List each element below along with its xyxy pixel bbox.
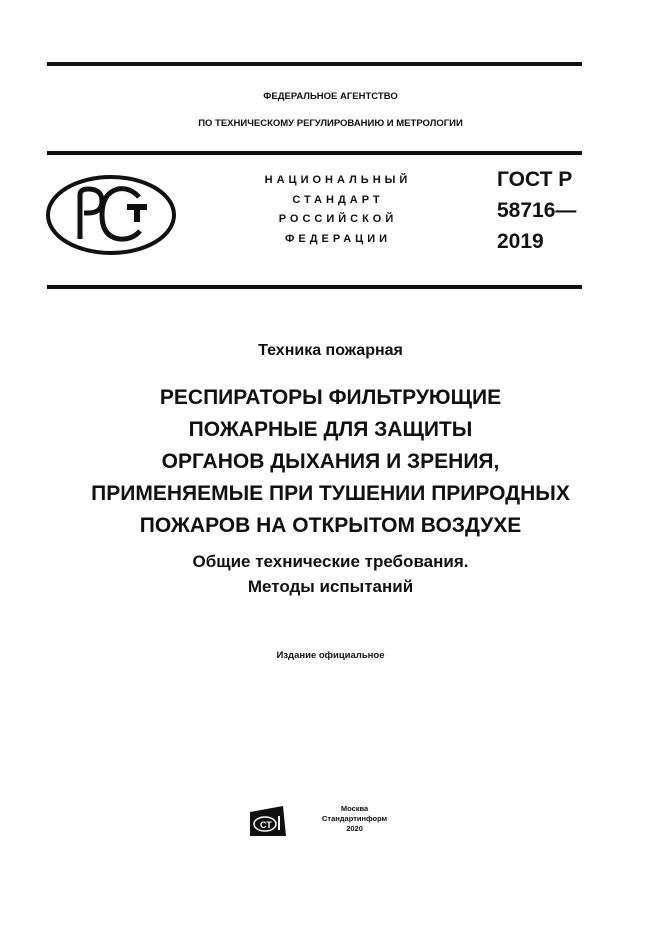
- standartinform-logo-icon: [249, 804, 287, 838]
- edition-label: Издание официальное: [276, 650, 385, 661]
- type-line: НАЦИОНАЛЬНЫЙ: [264, 174, 412, 186]
- publisher-city: Москва: [340, 804, 369, 813]
- code-line: 58716—: [497, 199, 577, 222]
- publisher-year: 2020: [346, 824, 363, 833]
- title-line: ОРГАНОВ ДЫХАНИЯ И ЗРЕНИЯ,: [161, 450, 500, 473]
- subtitle-line: Общие технические требования.: [192, 552, 469, 571]
- type-line: РОССИЙСКОЙ: [278, 213, 398, 225]
- title-line: ПРИМЕНЯЕМЫЕ ПРИ ТУШЕНИИ ПРИРОДНЫХ: [91, 482, 570, 505]
- top-rule: [47, 62, 582, 66]
- type-line: ФЕДЕРАЦИИ: [284, 232, 392, 245]
- code-line: ГОСТ Р: [497, 168, 573, 191]
- agency-line-2: ПО ТЕХНИЧЕСКОМУ РЕГУЛИРОВАНИЮ И МЕТРОЛОГИИ: [198, 118, 463, 129]
- publisher-info: [322, 804, 387, 834]
- type-line: СТАНДАРТ: [292, 193, 384, 206]
- main-title: [0, 382, 661, 542]
- title-line: РЕСПИРАТОРЫ ФИЛЬТРУЮЩИЕ: [159, 386, 502, 409]
- code-line: 2019: [497, 230, 544, 253]
- subtitle: [0, 549, 661, 599]
- svg-text:СТ: СТ: [260, 820, 272, 830]
- agency-line-1: ФЕДЕРАЛЬНОЕ АГЕНТСТВО: [263, 91, 398, 102]
- subtitle-line: Методы испытаний: [247, 577, 414, 596]
- rule-3: [47, 285, 582, 289]
- publisher-name: Стандартинформ: [322, 814, 388, 823]
- title-line: ПОЖАРНЫЕ ДЛЯ ЗАЩИТЫ: [188, 418, 473, 441]
- standard-code: [497, 164, 576, 257]
- rule-2: [47, 151, 582, 155]
- standard-type: [238, 171, 438, 249]
- category-title: Техника пожарная: [258, 342, 403, 359]
- title-line: ПОЖАРОВ НА ОТКРЫТОМ ВОЗДУХЕ: [139, 514, 522, 537]
- rst-logo-icon: [44, 173, 178, 257]
